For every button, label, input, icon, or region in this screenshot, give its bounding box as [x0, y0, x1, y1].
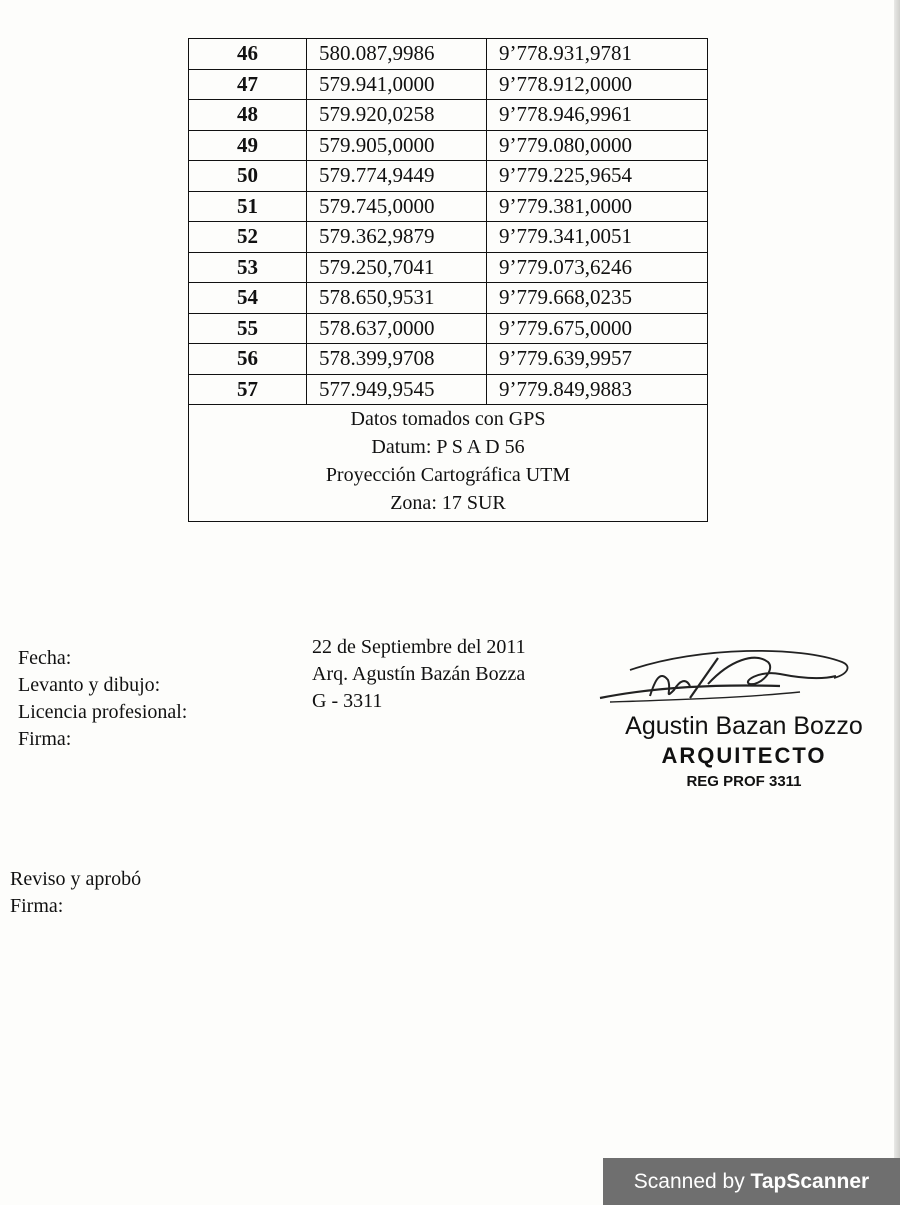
coordinates-rows — [189, 39, 707, 405]
footer-datum: Datum: P S A D 56 — [371, 436, 525, 458]
northing-value: 9’779.073,6246 — [499, 254, 632, 279]
point-number: 56 — [189, 344, 307, 374]
easting-value: 579.920,0258 — [307, 100, 487, 130]
footer-projection: Proyección Cartográfica UTM — [325, 464, 571, 486]
easting-value: 579.905,0000 — [307, 131, 487, 161]
northing-value: 9’779.225,9654 — [499, 163, 632, 187]
signature-values — [312, 634, 526, 715]
easting-value: 579.745,0000 — [307, 192, 487, 222]
scanner-brand: TapScanner — [750, 1170, 870, 1193]
easting-value: 579.250,7041 — [307, 253, 487, 283]
label-levanto: Levanto y dibujo: — [18, 674, 161, 696]
footer-gps: Datos tomados con GPS — [350, 408, 546, 430]
signature-labels — [18, 645, 187, 753]
table-row — [189, 100, 707, 131]
footer-zone: Zona: 17 SUR — [390, 492, 506, 514]
approval-firma-label: Firma: — [10, 895, 64, 917]
table-row — [189, 131, 707, 162]
northing-value: 9’779.341,0051 — [499, 224, 632, 248]
northing-value: 9’779.381,0000 — [499, 193, 632, 218]
table-row — [189, 253, 707, 284]
label-licencia: Licencia profesional: — [18, 701, 188, 723]
easting-value: 579.774,9449 — [307, 161, 487, 191]
easting-value: 580.087,9986 — [307, 39, 487, 69]
value-levanto: Arq. Agustín Bazán Bozza — [312, 663, 526, 685]
northing-value: 9’779.668,0235 — [499, 285, 632, 309]
table-row — [189, 375, 707, 406]
northing-value: 9’778.912,0000 — [499, 71, 632, 96]
point-number: 48 — [189, 100, 307, 130]
table-row — [189, 70, 707, 101]
label-fecha: Fecha: — [18, 647, 72, 669]
coordinates-table — [188, 38, 708, 522]
northing-value: 9’779.849,9883 — [499, 376, 632, 401]
scanner-prefix: Scanned by — [633, 1170, 751, 1193]
northing-value: 9’778.931,9781 — [499, 41, 632, 65]
easting-value: 578.650,9531 — [307, 283, 487, 313]
stamp-registration: REG PROF 3311 — [686, 773, 802, 790]
easting-value: 578.399,9708 — [307, 344, 487, 374]
table-row — [189, 161, 707, 192]
point-number: 57 — [189, 375, 307, 405]
northing-value: 9’778.946,9961 — [499, 102, 632, 126]
approval-label: Reviso y aprobó — [10, 868, 142, 890]
table-row — [189, 222, 707, 253]
table-footer — [189, 405, 707, 521]
page-edge — [894, 0, 900, 1205]
table-row — [189, 344, 707, 375]
northing-value: 9’779.080,0000 — [499, 132, 632, 157]
table-row — [189, 283, 707, 314]
table-row — [189, 192, 707, 223]
value-fecha: 22 de Septiembre del 2011 — [312, 636, 526, 658]
point-number: 53 — [189, 253, 307, 283]
point-number: 50 — [189, 161, 307, 191]
scanner-watermark — [603, 1158, 900, 1205]
easting-value: 578.637,0000 — [307, 314, 487, 344]
stamp-title: ARQUITECTO — [661, 743, 827, 768]
approval-block — [10, 866, 141, 920]
professional-stamp — [596, 711, 892, 793]
easting-value: 577.949,9545 — [307, 375, 487, 405]
easting-value: 579.362,9879 — [307, 222, 487, 252]
easting-value: 579.941,0000 — [307, 70, 487, 100]
point-number: 54 — [189, 283, 307, 313]
table-row — [189, 314, 707, 345]
northing-value: 9’779.675,0000 — [499, 315, 632, 340]
point-number: 52 — [189, 222, 307, 252]
northing-value: 9’779.639,9957 — [499, 346, 632, 370]
label-firma: Firma: — [18, 728, 72, 750]
point-number: 49 — [189, 131, 307, 161]
point-number: 51 — [189, 192, 307, 222]
point-number: 47 — [189, 70, 307, 100]
point-number: 55 — [189, 314, 307, 344]
value-licencia: G - 3311 — [312, 690, 383, 712]
point-number: 46 — [189, 39, 307, 69]
stamp-name: Agustin Bazan Bozzo — [625, 712, 863, 740]
table-row — [189, 39, 707, 70]
handwritten-signature — [590, 640, 870, 720]
